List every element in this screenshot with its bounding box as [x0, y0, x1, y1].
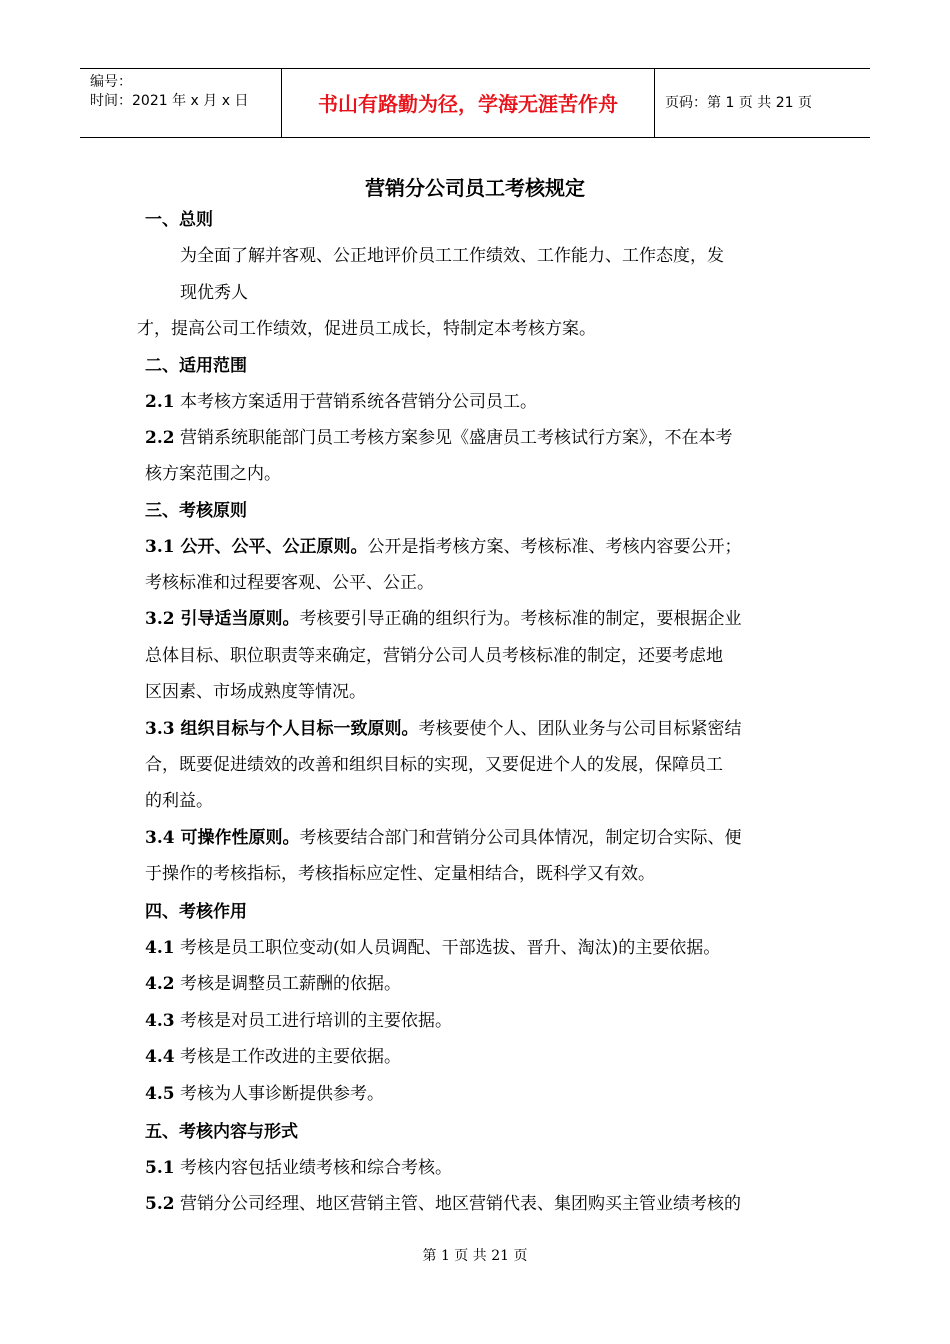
- clause-text: 才，提高公司工作绩效，促进员工成长，特制定本考核方案。: [137, 319, 596, 339]
- clause-heading: 公开、公平、公正原则。: [174, 537, 368, 557]
- body-line: [145, 571, 434, 595]
- clause-text: 考核要使个人、团队业务与公司目标紧密结: [418, 719, 742, 739]
- clause-text: 考核标准和过程要客观、公平、公正。: [145, 573, 434, 593]
- document-number: 编号：: [90, 74, 132, 90]
- clause-text: 考核是员工职位变动(如人员调配、干部选拔、晋升、淘汰)的主要依据。: [174, 938, 721, 958]
- body-line: [145, 862, 655, 886]
- clause-text: 考核内容包括业绩考核和综合考核。: [174, 1158, 452, 1178]
- header-page-cell: [655, 69, 870, 137]
- clause-text: 本考核方案适用于营销系统各营销分公司员工。: [174, 392, 537, 412]
- clause-text: 考核要结合部门和营销分公司具体情况，制定切合实际、便: [299, 828, 742, 848]
- clause-number: 4.3: [145, 1011, 175, 1031]
- clause-heading: 组织目标与个人目标一致原则。: [174, 719, 419, 739]
- clause-number: 3.2: [145, 609, 175, 629]
- clause-text: 核方案范围之内。: [145, 464, 281, 484]
- body-line: [137, 317, 596, 341]
- body-line: [145, 1192, 741, 1216]
- body-line: [145, 936, 720, 960]
- body-line: [180, 281, 248, 305]
- body-line: [145, 717, 742, 741]
- clause-text: 为全面了解并客观、公正地评价员工工作绩效、工作能力、工作态度，发: [180, 246, 724, 266]
- body-line: [145, 1156, 452, 1180]
- body-line: [145, 680, 366, 704]
- clause-text: 现优秀人: [180, 283, 248, 303]
- clause-number: 5.1: [145, 1158, 175, 1178]
- body-line: [145, 644, 723, 668]
- clause-number: 2.1: [145, 392, 175, 412]
- clause-number: 3.1: [145, 537, 175, 557]
- page-number: 页码：第 1 页 共 21 页: [665, 95, 812, 111]
- clause-number: 4.2: [145, 974, 175, 994]
- body-line: [145, 462, 281, 486]
- section-heading: 四、考核作用: [145, 902, 247, 922]
- section-heading: 三、考核原则: [145, 501, 247, 521]
- motto: 书山有路勤为径，学海无涯苦作舟: [318, 92, 618, 116]
- clause-heading: 引导适当原则。: [174, 609, 300, 629]
- body-line: [145, 789, 213, 813]
- clause-text: 考核是对员工进行培训的主要依据。: [174, 1011, 452, 1031]
- clause-number: 2.2: [145, 428, 175, 448]
- body-line: [145, 1082, 384, 1106]
- body-line: [145, 1045, 401, 1069]
- clause-number: 5.2: [145, 1194, 175, 1214]
- clause-number: 3.3: [145, 719, 175, 739]
- clause-number: 3.4: [145, 828, 175, 848]
- clause-text: 公开是指考核方案、考核标准、考核内容要公开；: [367, 537, 742, 557]
- body-line: [145, 826, 742, 850]
- document-title: 营销分公司员工考核规定: [365, 176, 585, 200]
- body-line: [145, 535, 742, 559]
- clause-text: 于操作的考核指标，考核指标应定性、定量相结合，既科学又有效。: [145, 864, 655, 884]
- clause-number: 4.5: [145, 1084, 175, 1104]
- clause-text: 考核是调整员工薪酬的依据。: [174, 974, 401, 994]
- header-info-cell: [80, 69, 282, 137]
- clause-heading: 可操作性原则。: [174, 828, 300, 848]
- section-heading: 五、考核内容与形式: [145, 1122, 298, 1142]
- document-date: 时间：2021 年 x 月 x 日: [90, 93, 249, 109]
- body-line: [145, 972, 401, 996]
- section-heading: 二、适用范围: [145, 356, 247, 376]
- body-line: [145, 753, 723, 777]
- body-line: [145, 607, 742, 631]
- clause-text: 营销分公司经理、地区营销主管、地区营销代表、集团购买主管业绩考核的: [174, 1194, 741, 1214]
- clause-text: 区因素、市场成熟度等情况。: [145, 682, 366, 702]
- body-line: [145, 390, 537, 414]
- clause-text: 营销系统职能部门员工考核方案参见《盛唐员工考核试行方案》，不在本考: [174, 428, 733, 448]
- page-footer: 第 1 页 共 21 页: [422, 1248, 528, 1264]
- header-motto-cell: [282, 69, 655, 137]
- header-table: [80, 68, 870, 138]
- body-line: [180, 244, 724, 268]
- clause-number: 4.1: [145, 938, 175, 958]
- clause-text: 总体目标、职位职责等来确定，营销分公司人员考核标准的制定，还要考虑地: [145, 646, 723, 666]
- clause-number: 4.4: [145, 1047, 175, 1067]
- clause-text: 合，既要促进绩效的改善和组织目标的实现，又要促进个人的发展，保障员工: [145, 755, 723, 775]
- clause-text: 考核是工作改进的主要依据。: [174, 1047, 401, 1067]
- body-line: [145, 1009, 452, 1033]
- body-line: [145, 426, 732, 450]
- clause-text: 考核为人事诊断提供参考。: [174, 1084, 384, 1104]
- clause-text: 的利益。: [145, 791, 213, 811]
- section-heading: 一、总则: [145, 210, 213, 230]
- clause-text: 考核要引导正确的组织行为。考核标准的制定，要根据企业: [299, 609, 742, 629]
